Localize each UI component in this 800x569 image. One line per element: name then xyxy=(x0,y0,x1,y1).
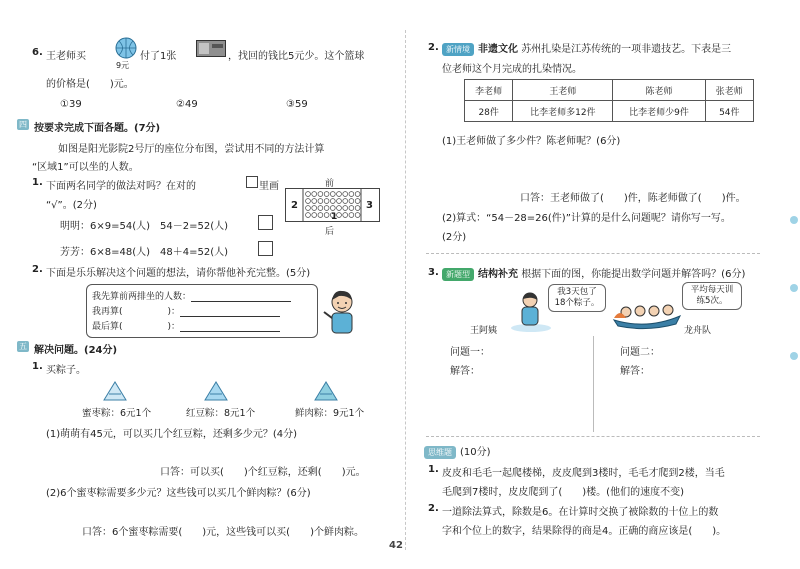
seat-dot xyxy=(312,192,317,197)
r-q2-part-1: (1)王老师做了多少件？陈老师呢？(6分) xyxy=(442,136,621,147)
table-header: 王老师 xyxy=(513,80,613,101)
q3-column-divider xyxy=(593,336,594,432)
section-4-intro-1: 如图是阳光影院2号厅的座位分布图，尝试用不同的方法计算 xyxy=(58,144,325,155)
r-q3-number: 3. xyxy=(428,267,439,278)
r-q3-header xyxy=(442,265,745,281)
think-q1-line-2: 毛爬到7楼时，皮皮爬到了( )楼。(他们的速度不变) xyxy=(442,487,684,498)
fangfang-checkbox[interactable] xyxy=(258,241,273,256)
seat-dot xyxy=(349,206,354,211)
seat-dot xyxy=(330,206,335,211)
seat-dot xyxy=(330,192,335,197)
box-line-1: 我先算前两排坐的人数： xyxy=(92,289,291,302)
seat-dot xyxy=(330,199,335,204)
basketball-icon xyxy=(114,36,138,60)
seat-dot xyxy=(337,199,342,204)
section-4-title: 按要求完成下面各题。(7分) xyxy=(34,123,161,134)
seat-dot xyxy=(306,206,311,211)
dragon-boat-icon xyxy=(612,294,682,330)
s4-q1-text-2: “√”。(2分) xyxy=(46,200,97,211)
table-cell: 比李老师多12件 xyxy=(513,101,613,122)
thinking-badge: 思维题 xyxy=(424,446,456,459)
q6-text-a: 王老师买 xyxy=(46,51,86,62)
s5-answer-1: 口答：可以买( )个红豆粽，还剩( )元。 xyxy=(160,467,366,478)
seat-dot xyxy=(324,192,329,197)
mingming-checkbox[interactable] xyxy=(258,215,273,230)
answer-line-3[interactable] xyxy=(180,322,280,332)
zongzi-price-2: 红豆粽：8元1个 xyxy=(186,408,256,419)
zongzi-icon xyxy=(203,380,229,402)
structure-tag: 结构补充 xyxy=(478,269,518,280)
solution-2-label: 解答： xyxy=(620,366,650,377)
page-number: 42 xyxy=(389,540,403,551)
seat-dot xyxy=(349,213,354,218)
seat-dot xyxy=(312,213,317,218)
seat-dot xyxy=(306,213,311,218)
table-cell: 28件 xyxy=(465,101,513,122)
section-4-intro-2: “区域1”可以坐的人数。 xyxy=(32,162,139,173)
s5-answer-2: 口答：6个蜜枣粽需要( )元，这些钱可以买( )个鲜肉粽。 xyxy=(82,527,364,538)
basketball-price-label: 9元 xyxy=(116,61,130,70)
seat-dot xyxy=(337,192,342,197)
r-q3-line: 根据下面的图，你能提出数学问题并解答吗？(6分) xyxy=(521,269,746,280)
s5-q1-number: 1. xyxy=(32,361,43,372)
q6-text-c: ，找回的钱比5元少。这个篮球 xyxy=(228,51,365,62)
fangfang-solution: 芳芳：6×8=48(人) 48＋4=52(人) xyxy=(60,247,229,258)
r-q2-line-1: 苏州扎染是江苏传统的一项非遗技艺。下表是三 xyxy=(521,44,732,55)
r-q2-part-2b: (2分) xyxy=(442,232,467,243)
answer-line-2[interactable] xyxy=(180,307,280,317)
dragon-boat-team-label: 龙舟队 xyxy=(684,326,712,336)
think-q2-line-1: 一道除法算式，除数是6。在计算时交换了被除数的十位上的数 xyxy=(442,507,719,518)
s4-q2-number: 2. xyxy=(32,264,43,275)
s4-q1-number: 1. xyxy=(32,177,43,188)
seat-dot xyxy=(318,213,323,218)
tie-dye-table xyxy=(464,79,754,122)
seat-dot xyxy=(355,206,360,211)
box-line-3: 最后算( )： xyxy=(92,319,280,332)
solution-1-label: 解答： xyxy=(450,366,480,377)
new-context-badge: 新情境 xyxy=(442,43,474,56)
section-5-title: 解决问题。(24分) xyxy=(34,345,118,356)
zongzi-price-1: 蜜枣粽：6元1个 xyxy=(82,408,152,419)
s5-part-2: (2)6个蜜枣粽需要多少元？这些钱可以买几个鲜肉粽？(6分) xyxy=(46,488,311,499)
seat-dot xyxy=(355,192,360,197)
seat-dot xyxy=(306,199,311,204)
table-header-row xyxy=(465,80,754,101)
q6-text-d: 的价格是( )元。 xyxy=(46,79,134,90)
thinking-score: (10分) xyxy=(460,447,491,458)
boy-figure-icon xyxy=(322,288,362,336)
seat-front-label: 前 xyxy=(325,179,335,189)
seat-dot xyxy=(318,192,323,197)
banknote-icon xyxy=(196,40,226,57)
r-q2-number: 2. xyxy=(428,42,439,53)
thinking-section-divider xyxy=(426,436,760,437)
inline-box-icon xyxy=(246,176,258,188)
s5-q1-title: 买粽子。 xyxy=(46,365,86,376)
table-cell: 54件 xyxy=(705,101,753,122)
speech-bubble-2: 平均每天训练5次。 xyxy=(682,282,742,310)
r-q2-part-2: (2)算式：“54－28=26(件)”计算的是什么问题呢？请你写一写。 xyxy=(442,213,731,224)
thinking-header xyxy=(424,443,491,459)
side-marker xyxy=(790,352,798,360)
problem-2-label: 问题二： xyxy=(620,347,660,358)
table-cell: 比李老师少9件 xyxy=(613,101,705,122)
seat-dot xyxy=(318,206,323,211)
seat-dot xyxy=(312,206,317,211)
r-q2-header xyxy=(442,40,731,56)
seat-dot xyxy=(337,213,342,218)
seat-dot xyxy=(349,199,354,204)
s4-q1-text-b: 里画 xyxy=(259,181,279,192)
table-header: 陈老师 xyxy=(613,80,705,101)
seat-dot xyxy=(355,213,360,218)
table-header: 李老师 xyxy=(465,80,513,101)
speech-bubble-1: 我3天包了18个粽子。 xyxy=(548,284,606,312)
seat-dot xyxy=(306,192,311,197)
seat-area-2-label: 2 xyxy=(291,200,298,211)
heritage-tag: 非遗文化 xyxy=(478,44,518,55)
seat-dot xyxy=(343,192,348,197)
table-row xyxy=(465,101,754,122)
wang-aunt-label: 王阿姨 xyxy=(470,326,498,336)
seat-dot xyxy=(337,206,342,211)
answer-line-1[interactable] xyxy=(191,292,291,302)
box-line-2: 我再算( )： xyxy=(92,304,280,317)
seat-dot xyxy=(312,199,317,204)
zongzi-icon xyxy=(313,380,339,402)
seat-dot xyxy=(343,213,348,218)
seat-area-1-label: 1 xyxy=(331,212,338,222)
r-q2-answer-1: 口答：王老师做了( )件，陈老师做了( )件。 xyxy=(520,193,746,204)
side-marker xyxy=(790,216,798,224)
q6-text-b: 付了1张 xyxy=(140,51,177,62)
s4-q2-text: 下面是乐乐解决这个问题的想法，请你帮他补充完整。(5分) xyxy=(46,268,311,279)
r-q2-line-2: 位老师这个月完成的扎染情况。 xyxy=(442,64,582,75)
seat-dot xyxy=(355,199,360,204)
table-header: 张老师 xyxy=(705,80,753,101)
woman-making-zongzi-icon xyxy=(510,290,552,332)
center-divider xyxy=(405,30,407,550)
new-type-badge: 新题型 xyxy=(442,268,474,281)
zongzi-icon xyxy=(102,380,128,402)
q6-option-3: ③59 xyxy=(286,99,308,110)
zongzi-price-3: 鲜肉粽：9元1个 xyxy=(295,408,365,419)
seat-dot xyxy=(318,199,323,204)
mingming-solution: 明明：6×9=54(人) 54－2=52(人) xyxy=(60,221,229,232)
q6-option-1: ①39 xyxy=(60,99,82,110)
section-4-badge: 四 xyxy=(19,120,27,129)
q6-number: 6. xyxy=(32,47,43,58)
seat-dot xyxy=(324,213,329,218)
think-q1-line-1: 皮皮和毛毛一起爬楼梯，皮皮爬到3楼时，毛毛才爬到2楼，当毛 xyxy=(442,468,725,479)
think-q2-line-2: 字和个位上的数字，结果除得的商是4。正确的商应该是( )。 xyxy=(442,526,727,537)
seat-dot xyxy=(324,199,329,204)
problem-1-label: 问题一： xyxy=(450,347,490,358)
side-marker xyxy=(790,284,798,292)
right-section-divider xyxy=(426,253,760,254)
seat-dot xyxy=(324,206,329,211)
think-q1-number: 1. xyxy=(428,464,439,475)
think-q2-number: 2. xyxy=(428,503,439,514)
seat-area-3-label: 3 xyxy=(366,200,373,211)
seat-dot xyxy=(343,206,348,211)
q6-option-2: ②49 xyxy=(176,99,198,110)
section-5-badge: 五 xyxy=(19,342,27,351)
seat-dot xyxy=(343,199,348,204)
seat-back-label: 后 xyxy=(325,227,335,237)
seat-dot xyxy=(349,192,354,197)
s5-part-1: (1)萌萌有45元，可以买几个红豆粽，还剩多少元？(4分) xyxy=(46,429,298,440)
s4-q1-text: 下面两名同学的做法对吗？在对的 xyxy=(46,181,196,192)
